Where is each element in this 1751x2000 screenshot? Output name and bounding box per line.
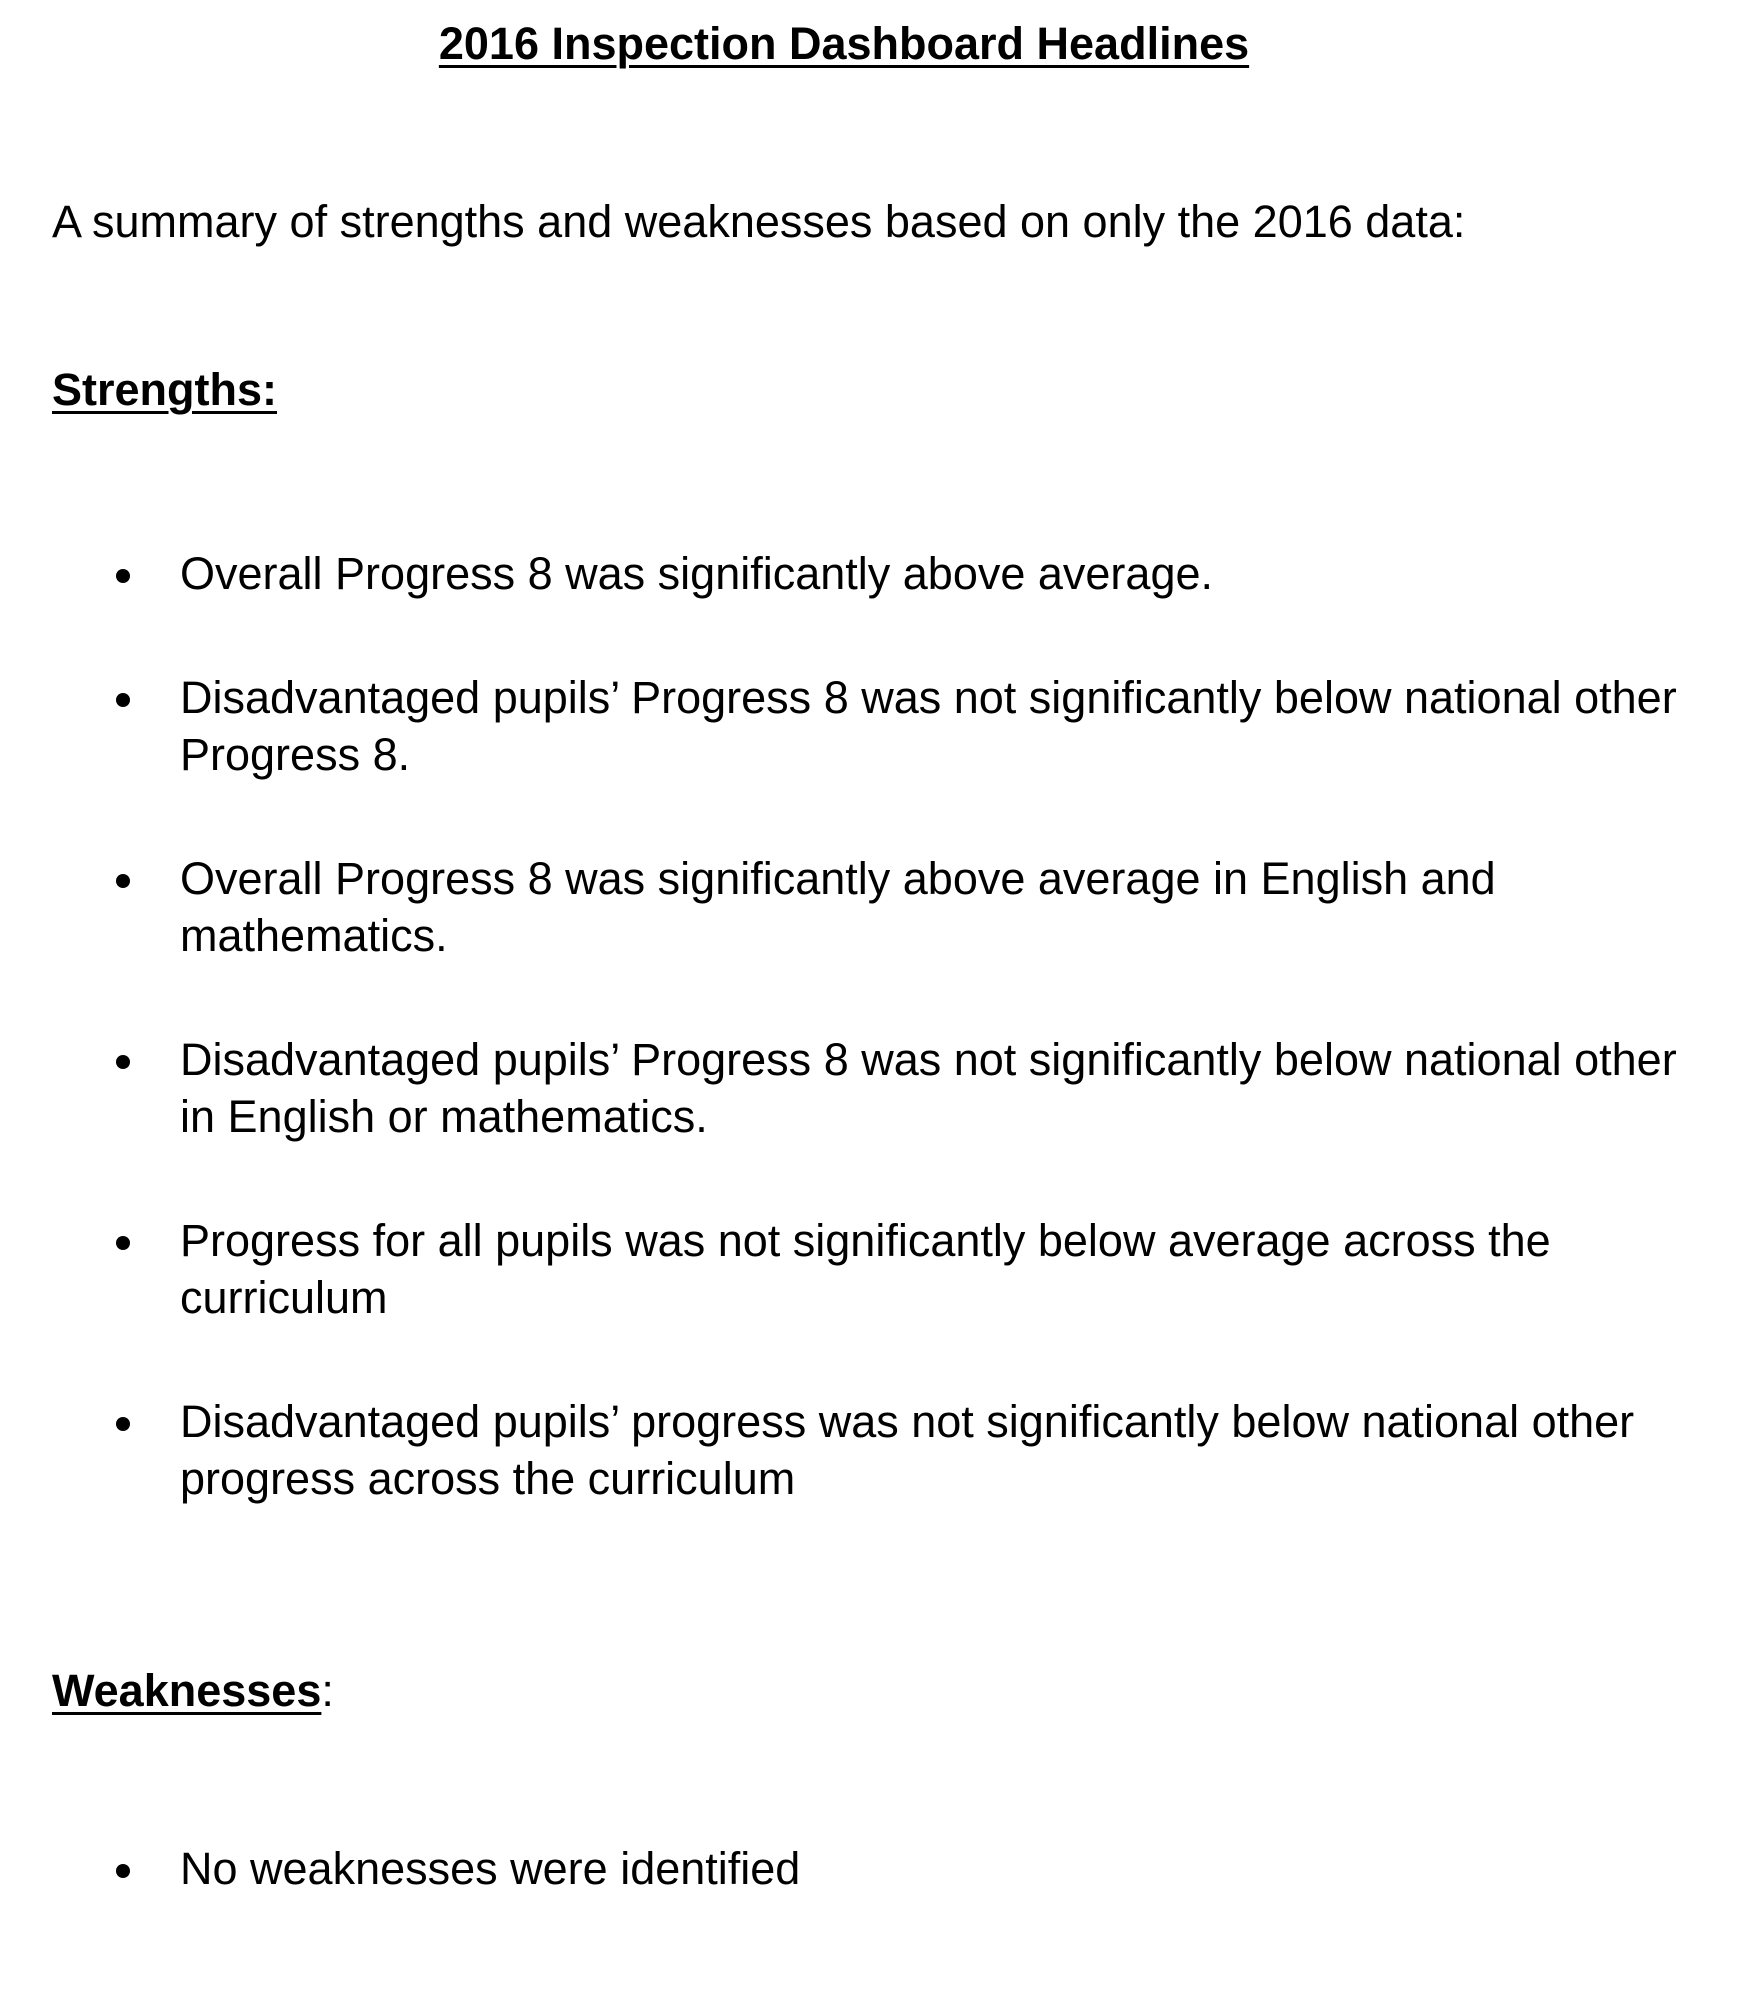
bullet-icon (116, 1864, 130, 1878)
weakness-text: No weaknesses were identified (180, 1843, 801, 1894)
bullet-icon (116, 1417, 130, 1431)
page-title: 2016 Inspection Dashboard Headlines (438, 18, 1250, 69)
list-item (0, 850, 1680, 964)
weaknesses-heading (52, 1661, 334, 1721)
strengths-heading (52, 360, 277, 420)
list-item (0, 1393, 1680, 1507)
list-item (0, 1840, 1680, 1897)
strength-text: Overall Progress 8 was significantly above average. (180, 548, 1214, 599)
strength-text: Overall Progress 8 was significantly above average in English and mathematics. (180, 853, 1496, 961)
weaknesses-heading-label: Weaknesses (52, 1665, 322, 1716)
weaknesses-list (0, 1840, 1680, 1897)
strength-text: Progress for all pupils was not significantly below average across the curriculum (180, 1215, 1551, 1323)
strength-text: Disadvantaged pupils’ Progress 8 was not significantly below national other Progress 8. (180, 672, 1677, 780)
strengths-heading-label: Strengths: (52, 364, 277, 415)
intro-text: A summary of strengths and weaknesses based on only the 2016 data: (52, 196, 1466, 247)
bullet-icon (116, 1236, 130, 1250)
strength-text: Disadvantaged pupils’ Progress 8 was not significantly below national other in English or mathematics. (180, 1034, 1677, 1142)
strength-text: Disadvantaged pupils’ progress was not significantly below national other progress across the curriculum (180, 1396, 1635, 1504)
bullet-icon (116, 693, 130, 707)
list-item (0, 669, 1680, 783)
bullet-icon (116, 874, 130, 888)
list-item (0, 545, 1680, 602)
bullet-icon (116, 569, 130, 583)
list-item (0, 1212, 1680, 1326)
list-item (0, 1031, 1680, 1145)
bullet-icon (116, 1055, 130, 1069)
weaknesses-heading-colon: : (321, 1665, 334, 1716)
strengths-list (0, 545, 1680, 1574)
